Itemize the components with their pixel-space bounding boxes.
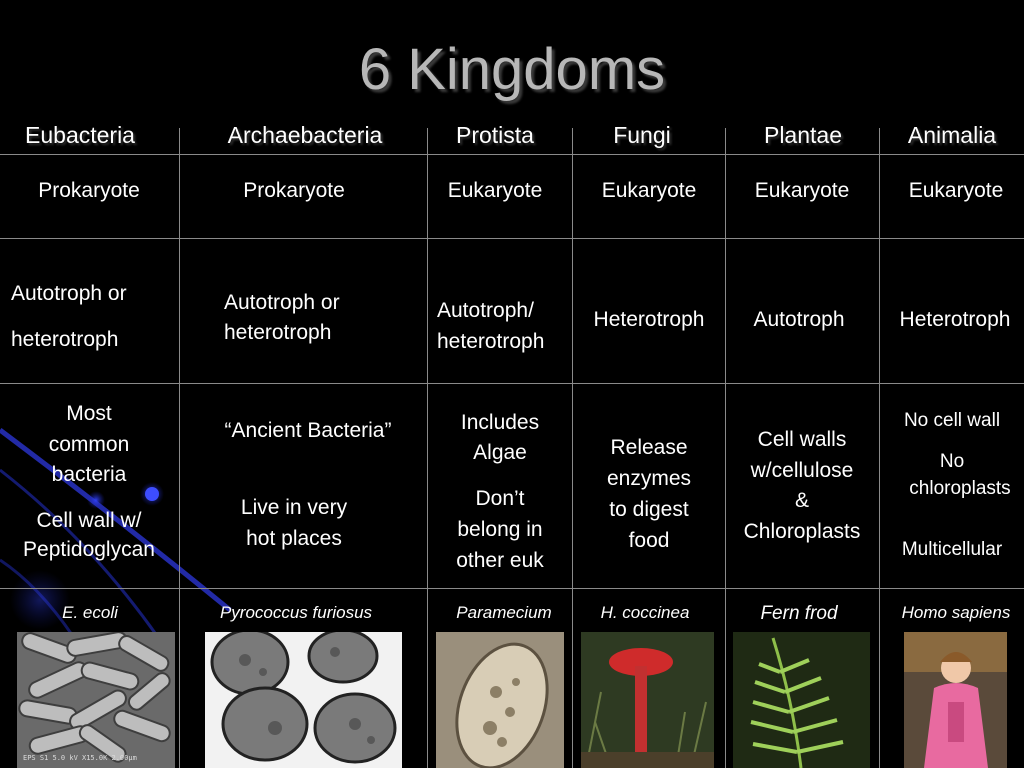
- header-plantae: Plantae: [763, 122, 842, 148]
- nutrition-archaebacteria-line2: heterotroph: [224, 321, 332, 344]
- feature-protista-4: belong in: [457, 518, 543, 541]
- example-animalia: Homo sapiens: [901, 603, 1011, 622]
- feature-animalia-1: No cell wall: [903, 410, 1001, 431]
- feature-protista-3: Don’t: [475, 487, 525, 510]
- child-photo-image: [904, 632, 1007, 768]
- feature-fungi-2: enzymes: [606, 467, 692, 490]
- feature-animalia-2: No: [939, 451, 965, 472]
- grid-vline: [179, 128, 180, 768]
- feature-fungi-1: Release: [610, 436, 688, 459]
- example-plantae: Fern frod: [760, 603, 838, 624]
- fern-image: [733, 632, 870, 768]
- example-fungi: H. coccinea: [600, 603, 690, 622]
- nutrition-protista-line2: heterotroph: [437, 330, 545, 353]
- pyrococcus-micrograph-image: [205, 632, 402, 768]
- example-eubacteria: E. ecoli: [62, 603, 118, 622]
- grid-hline: [0, 154, 1024, 155]
- feature-plantae-3: &: [794, 489, 809, 512]
- ecoli-micrograph-image: [17, 632, 175, 768]
- header-protista: Protista: [456, 122, 534, 148]
- nutrition-eubacteria-line1: Autotroph or: [11, 282, 127, 305]
- mushroom-image: [581, 632, 714, 768]
- feature-plantae-2: w/cellulose: [750, 459, 854, 482]
- header-animalia: Animalia: [907, 122, 997, 148]
- nutrition-archaebacteria-line1: Autotroph or: [224, 291, 340, 314]
- cell-type-eubacteria: Prokaryote: [38, 179, 140, 202]
- nutrition-eubacteria-line2: heterotroph: [11, 328, 119, 351]
- cell-type-protista: Eukaryote: [447, 179, 543, 202]
- cell-type-archaebacteria: Prokaryote: [243, 179, 345, 202]
- feature-protista-2: Algae: [473, 441, 527, 464]
- feature-eubacteria-2: common: [48, 433, 130, 456]
- header-archaebacteria: Archaebacteria: [227, 122, 383, 148]
- feature-eubacteria-3: bacteria: [51, 463, 127, 486]
- nutrition-protista-line1: Autotroph/: [437, 299, 534, 322]
- feature-plantae-4: Chloroplasts: [743, 520, 861, 543]
- cell-type-animalia: Eukaryote: [908, 179, 1004, 202]
- feature-archaebacteria-3: hot places: [246, 527, 342, 550]
- feature-archaebacteria-1: “Ancient Bacteria”: [224, 419, 392, 442]
- cell-type-fungi: Eukaryote: [601, 179, 697, 202]
- feature-eubacteria-5: Peptidoglycan: [23, 538, 155, 561]
- nutrition-fungi: Heterotroph: [593, 308, 705, 331]
- feature-animalia-3: chloroplasts: [909, 478, 1011, 499]
- header-fungi: Fungi: [613, 122, 671, 148]
- nutrition-animalia: Heterotroph: [899, 308, 1011, 331]
- example-protista: Paramecium: [456, 603, 552, 622]
- feature-animalia-4: Multicellular: [901, 539, 1003, 560]
- micrograph-caption: EPS S1 5.0 kV X15.0K 2.00µm: [23, 754, 137, 762]
- feature-protista-5: other euk: [456, 549, 544, 572]
- grid-hline: [0, 383, 1024, 384]
- header-eubacteria: Eubacteria: [25, 122, 135, 148]
- cell-type-plantae: Eukaryote: [754, 179, 850, 202]
- feature-fungi-4: food: [628, 529, 670, 552]
- example-archaebacteria: Pyrococcus furiosus: [219, 603, 373, 622]
- feature-eubacteria-1: Most: [66, 402, 112, 425]
- feature-fungi-3: to digest: [609, 498, 689, 521]
- page-title: 6 Kingdoms: [358, 37, 666, 102]
- grid-vline: [879, 128, 880, 768]
- feature-protista-1: Includes: [460, 411, 540, 434]
- feature-eubacteria-4: Cell wall w/: [36, 509, 142, 532]
- grid-hline: [0, 588, 1024, 589]
- feature-plantae-1: Cell walls: [757, 428, 847, 451]
- paramecium-image: [436, 632, 564, 768]
- nutrition-plantae: Autotroph: [753, 308, 845, 331]
- feature-archaebacteria-2: Live in very: [240, 496, 348, 519]
- grid-hline: [0, 238, 1024, 239]
